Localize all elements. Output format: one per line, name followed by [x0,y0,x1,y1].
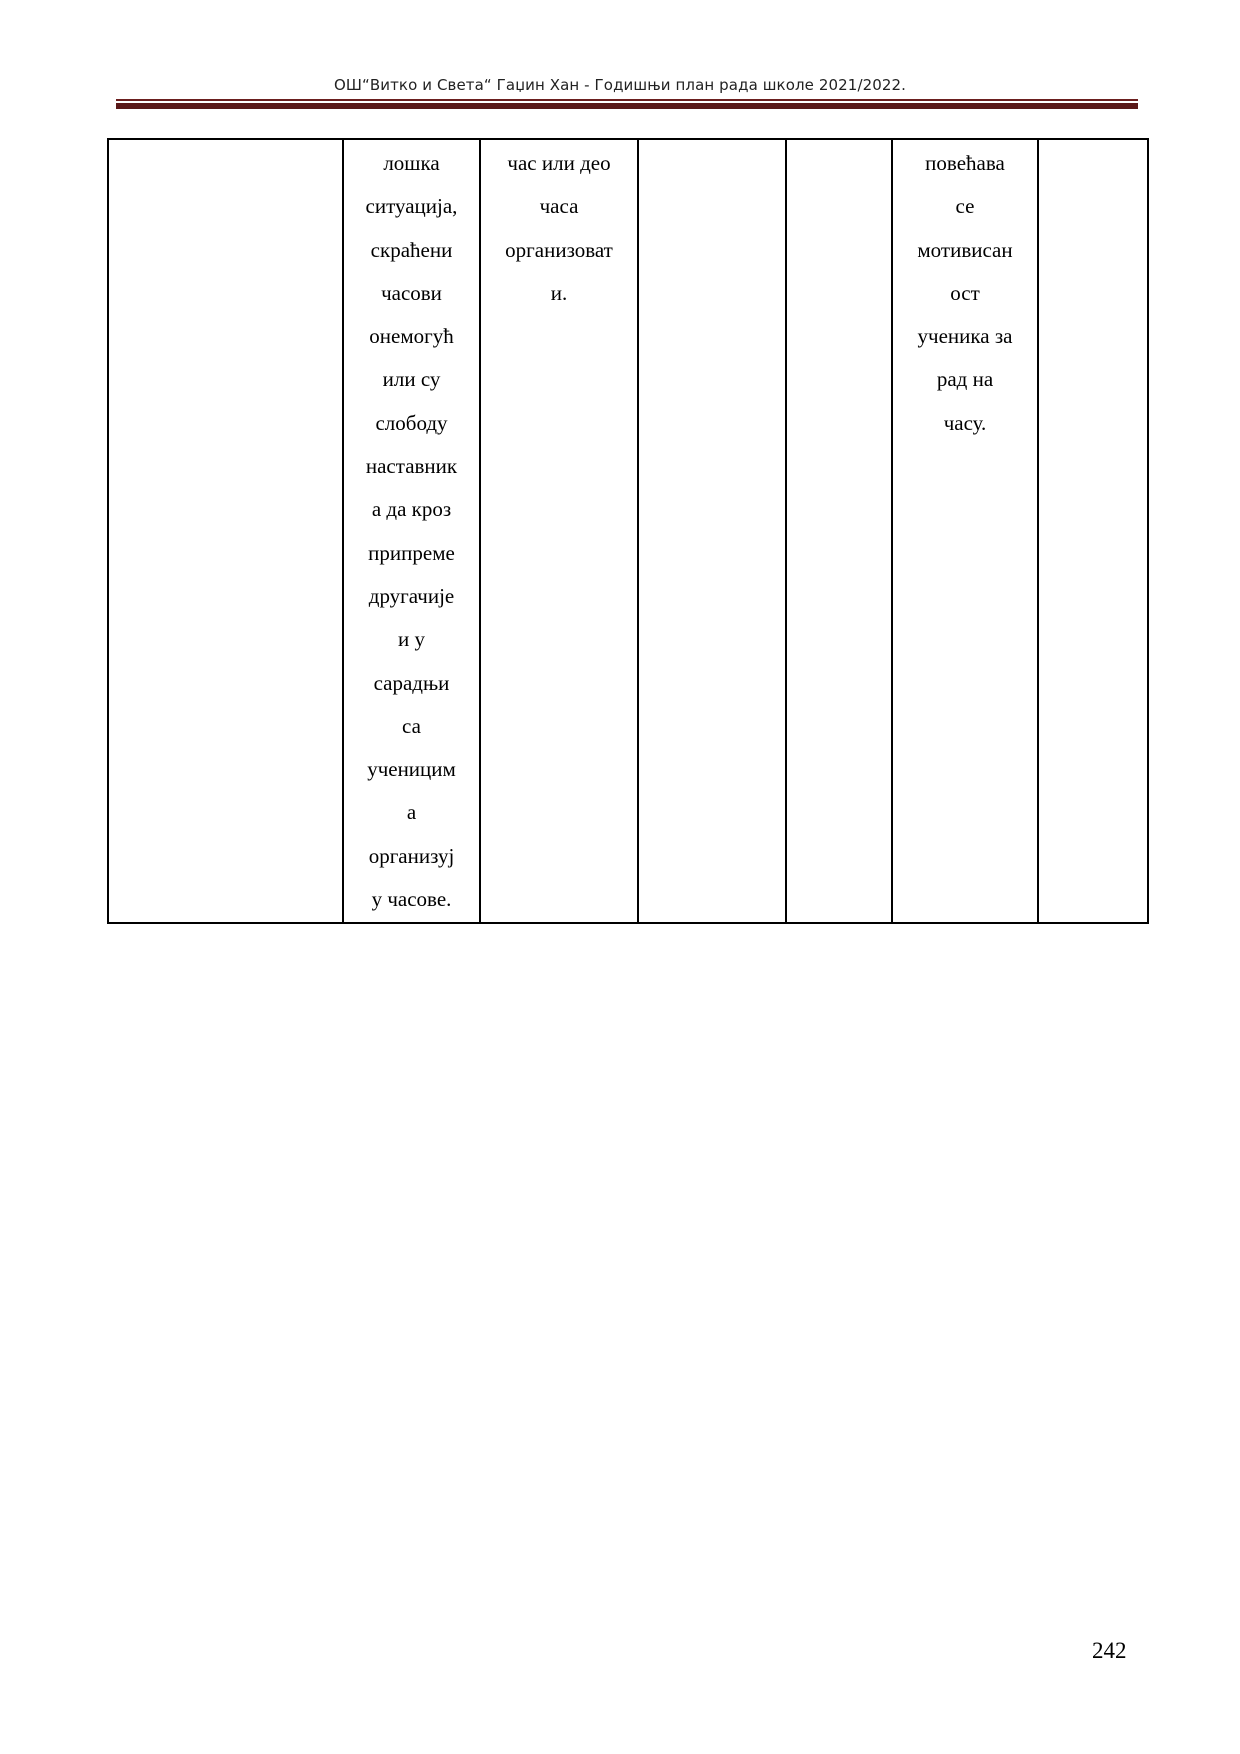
plan-table [107,138,1149,924]
cell-text-line: часови [381,280,442,305]
cell-text-line: час или део [507,151,611,175]
cell-text-line: се [955,194,975,219]
cell-text-line: ученицим [367,757,456,782]
cell-text-line: припреме [368,540,455,565]
cell-text-line: сарадњи [373,670,450,695]
cell-text-line: или су [382,367,441,392]
table-cell-6 [892,139,1038,923]
cell-text-line: наставник [365,454,458,479]
page-header: ОШ“Витко и Света“ Гаџин Хан - Годишњи план рада школе 2021/2022. [333,76,907,94]
table-cell-7 [1038,139,1148,923]
page-number: 242 [1092,1638,1127,1663]
cell-text-line: часу. [943,410,987,435]
header-rule-thick [116,103,1138,109]
cell-text-line: организоват [505,237,613,262]
cell-text-line: са [402,713,421,738]
cell-text-line: рад на [936,367,994,392]
table-cell-1 [108,139,343,923]
cell-text-line: ост [950,280,980,305]
cell-text-line: другачије [368,583,455,608]
cell-text-line: повећава [925,151,1005,175]
table-cell-2 [343,139,480,923]
table-cell-4 [638,139,786,923]
cell-text-line: организуј [368,843,455,868]
table-row [108,139,1148,923]
cell-text-line: и. [550,280,568,305]
table-cell-5 [786,139,892,923]
cell-text-line: скраћени [370,237,453,262]
cell-text-line: ученика за [917,324,1013,349]
cell-text-line: у часове. [371,887,452,912]
cell-text-line: часа [539,194,579,219]
cell-text-line: лошка [383,151,440,175]
cell-text-line: и у [398,627,425,652]
header-rule [116,99,1138,101]
cell-text-line: а да кроз [371,497,452,522]
cell-text-line: мотивисан [917,237,1013,262]
cell-text-line: слободу [375,410,448,435]
cell-text-line: онемогућ [369,324,454,349]
cell-text-line: ситуација, [365,194,458,219]
cell-text-line: а [406,800,417,825]
table-cell-3 [480,139,638,923]
